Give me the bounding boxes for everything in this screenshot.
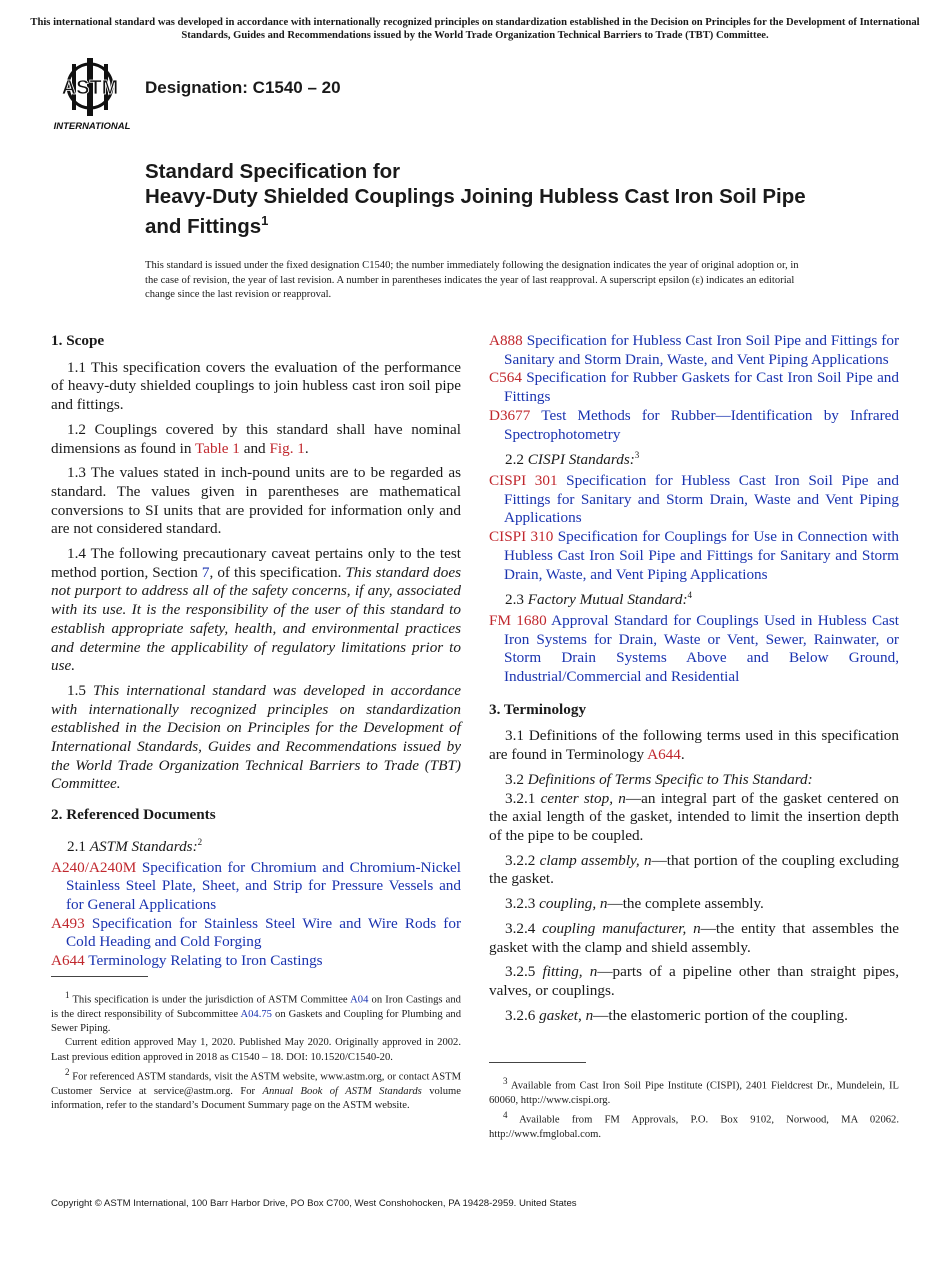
para-1-4: 1.4 The following precautionary caveat pertains only to the test method portion, Section 7, of this specification. This standard does not purport to address all of the safety concerns, if any, associated with its use. It is the responsibility of the user of this standard to establish appropriate safety, health, and environmental practices and determine the applicability of regulatory limitations prior to use. bbox=[51, 545, 461, 675]
footnote-1: $^1$ This specification is under the jurisdiction of ASTM Committee A04 on Iron Castings and is the direct responsibility of Subcommittee A04.75 on Gaskets and Coupling for Plumbing and Sewer Piping. bbox=[51, 990, 461, 1035]
def-3-2-4: 3.2.4 coupling manufacturer, n—the entity that assembles the gasket with the clamp and shield assembly. bbox=[489, 919, 899, 956]
para-1-5: 1.5 This international standard was developed in accordance with internationally recognized principles on standardization established in the Decision on Principles for the Development of International Standards, Guides and Recommendations issued by the World Trade Organization Technical Barriers to Trade (TBT) Committee. bbox=[51, 681, 462, 793]
footnote-rule-left bbox=[51, 976, 148, 977]
fm-standard-label: 2.3 Factory Mutual Standard:$^4$ bbox=[505, 590, 693, 609]
footnote-rule-right bbox=[489, 1062, 586, 1063]
para-1-1: 1.1 This specification covers the evaluation of the performance of heavy-duty shielded couplings to join hubless cast iron soil pipe and fittings. bbox=[51, 358, 461, 414]
cispi-standards-label: 2.2 CISPI Standards:$^3$ bbox=[505, 450, 640, 469]
issued-note: This standard is issued under the fixed designation C1540; the number immediately following the designation indicates the year of original adoption or, in the case of revision, the year of last revision. A number in parentheses indicates the year of last reapproval. A superscript epsilon (ε) indicates an editorial change since the last revision or reapproval. bbox=[145, 260, 799, 301]
para-3-1: 3.1 Definitions of the following terms used in this specification are found in Terminology A644. bbox=[489, 727, 899, 764]
title-line-1: Standard Specification for bbox=[145, 160, 401, 183]
document-title bbox=[145, 160, 845, 239]
designation: Designation: C1540 – 20 bbox=[145, 78, 341, 97]
def-3-2-1: 3.2.1 center stop, n—an integral part of the gasket centered on the axial length of the gasket, intended to limit the insertion depth of the pipe to be coupled. bbox=[489, 789, 900, 844]
ref-a240[interactable]: A240/A240M Specification for Chromium and Chromium-Nickel Stainless Steel Plate, Sheet, and Strip for Pressure Vessels and for General Applications bbox=[51, 858, 462, 914]
title-line-2: Heavy-Duty Shielded Couplings Joining Hubless Cast Iron Soil Pipe and Fittings$^1$ bbox=[145, 184, 806, 238]
ref-a493[interactable]: A493 Specification for Stainless Steel Wire and Wire Rods for Cold Heading and Cold Forging bbox=[51, 914, 461, 951]
def-3-2-6: 3.2.6 gasket, n—the elastomeric portion of the coupling. bbox=[505, 1006, 848, 1024]
def-3-2-2: 3.2.2 clamp assembly, n—that portion of the coupling excluding the gasket. bbox=[489, 851, 900, 888]
ref-cispi-310[interactable]: CISPI 310 Specification for Couplings for Use in Connection with Hubless Cast Iron Soil Pipe and Fittings for Sanitary and Storm Drain, Waste, and Vent Piping Applications bbox=[489, 528, 900, 583]
def-3-2-3: 3.2.3 coupling, n—the complete assembly. bbox=[505, 895, 764, 913]
tbt-banner: This international standard was developed in accordance with internationally recognized principles on standardization established in the Decision on Principles for the Development of International Standards, Guides and Recommendations issued by the World Trade Organization Technical Barriers to Trade (TBT) Committee. bbox=[30, 17, 920, 41]
ref-d3677[interactable]: D3677 Test Methods for Rubber—Identification by Infrared Spectrophotometry bbox=[489, 406, 899, 443]
link-a04[interactable]: A04 bbox=[350, 994, 369, 1006]
ref-a644[interactable]: A644 Terminology Relating to Iron Castings bbox=[51, 952, 323, 970]
svg-text:ASTM: ASTM bbox=[61, 77, 119, 99]
para-1-3: 1.3 The values stated in inch-pound units are to be regarded as standard. The values given in parentheses are mathematical conversions to SI units that are provided for information only and are not considered standard. bbox=[51, 464, 461, 538]
ref-cispi-301[interactable]: CISPI 301 Specification for Hubless Cast Iron Soil Pipe and Fittings for Sanitary and Storm Drain, Waste and Vent Piping Applications bbox=[489, 471, 899, 527]
footnote-1-edition: Current edition approved May 1, 2020. Published May 2020. Originally approved in 2002. Last previous edition approved in 2018 as C1540 – 18. DOI: 10.1520/C1540-20. bbox=[51, 1037, 461, 1063]
footnote-4: $^4$ Available from FM Approvals, P.O. Box 9102, Norwood, MA 02062. http://www.fmglobal.com. bbox=[489, 1110, 899, 1140]
section-referenced-heading: 2. Referenced Documents bbox=[51, 806, 216, 824]
right-column bbox=[489, 332, 899, 1031]
title-footnote-mark: 1 bbox=[261, 213, 269, 228]
section-scope-heading: 1. Scope bbox=[51, 332, 105, 349]
astm-standards-label: 2.1 ASTM Standards:$^2$ bbox=[67, 836, 203, 855]
link-fig-1[interactable]: Fig. 1 bbox=[269, 439, 305, 457]
def-3-2-5: 3.2.5 fitting, n—parts of a pipeline other than straight pipes, valves, or couplings. bbox=[489, 963, 900, 999]
copyright-notice: Copyright © ASTM International, 100 Barr Harbor Drive, PO Box C700, West Conshohocken, PA 19428-2959. United States bbox=[51, 1198, 577, 1209]
footnote-2: $^2$ For referenced ASTM standards, visit the ASTM website, www.astm.org, or contact ASTM Customer Service at service@astm.org. For Annual Book of ASTM Standards volume information, refer to the standard’s Document Summary page on the ASTM website. bbox=[51, 1067, 461, 1112]
left-column bbox=[51, 332, 461, 971]
link-a04-75[interactable]: A04.75 bbox=[240, 1008, 272, 1020]
link-a644[interactable]: A644 bbox=[647, 746, 681, 764]
ref-a888[interactable]: A888 Specification for Hubless Cast Iron Soil Pipe and Fittings for Sanitary and Storm Drain, Waste, and Vent Piping Applications bbox=[489, 332, 899, 368]
footnotes-right bbox=[489, 1074, 899, 1142]
astm-logo-mark bbox=[52, 56, 136, 132]
ref-c564[interactable]: C564 Specification for Rubber Gaskets for Cast Iron Soil Pipe and Fittings bbox=[489, 369, 899, 406]
footnotes-left bbox=[51, 988, 461, 1113]
para-1-2: 1.2 Couplings covered by this standard shall have nominal dimensions as found in Table 1 and Fig. 1. bbox=[51, 420, 461, 457]
astm-logo bbox=[52, 56, 136, 132]
svg-text:INTERNATIONAL: INTERNATIONAL bbox=[53, 121, 131, 132]
link-table-1[interactable]: Table 1 bbox=[195, 439, 240, 457]
footnote-3: $^3$ Available from Cast Iron Soil Pipe Institute (CISPI), 2401 Fieldcrest Dr., Mundelein, IL 60060, http://www.cispi.org. bbox=[489, 1076, 899, 1106]
para-3-2: 3.2 Definitions of Terms Specific to This Standard: bbox=[505, 770, 813, 788]
link-section-7[interactable]: 7 bbox=[201, 563, 210, 581]
ref-fm-1680[interactable]: FM 1680 Approval Standard for Couplings Used in Hubless Cast Iron Systems for Drain, Waste or Vent, Sewer, Rainwater, or Storm Drain Systems Above and Below Ground, Industrial/Commercial and Residential bbox=[489, 611, 899, 686]
section-terminology-heading: 3. Terminology bbox=[489, 700, 587, 718]
